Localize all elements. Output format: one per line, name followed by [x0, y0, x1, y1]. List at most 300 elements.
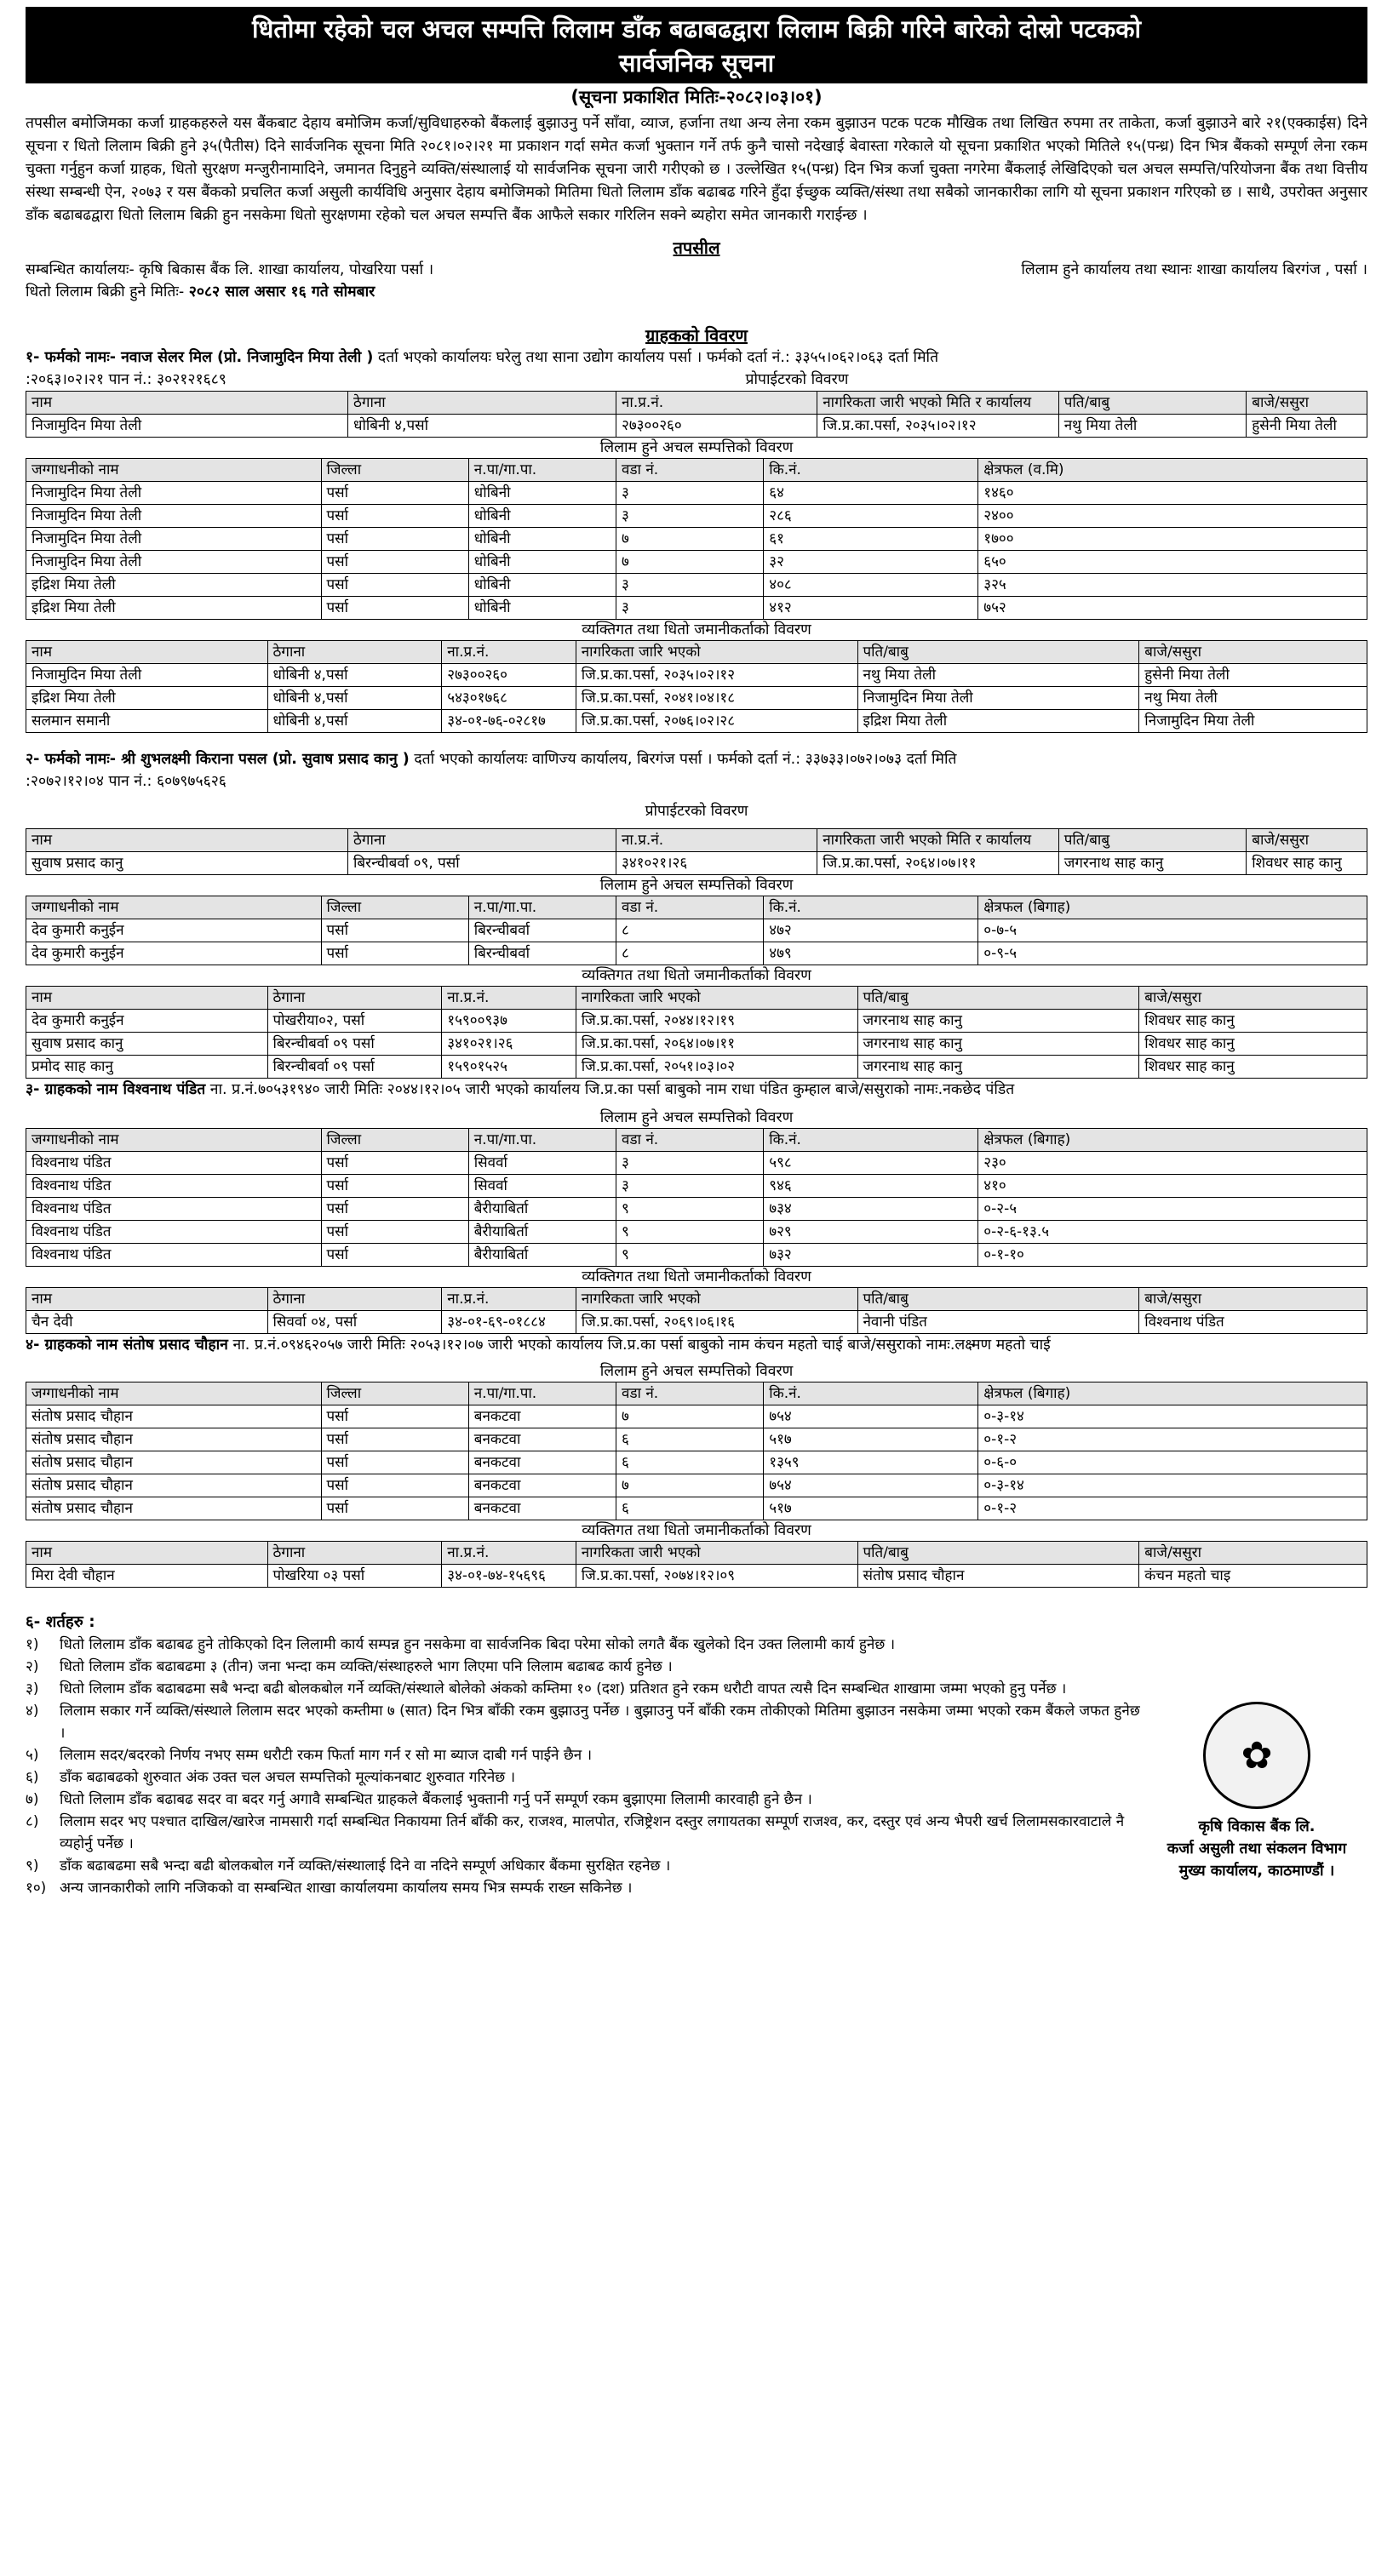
s1-guar-grid: [26, 640, 1367, 733]
s3-land-table: [26, 1128, 1367, 1267]
table-cell: हुसेनी मिया तेली: [1139, 664, 1367, 687]
s1-prop-grid: [26, 391, 1367, 438]
s3-guarantor-caption: व्यक्तिगत तथा धितो जमानीकर्ताको विवरण: [582, 1268, 811, 1285]
table-row: [26, 919, 1367, 942]
table-cell: नथु मिया तेली: [857, 664, 1139, 687]
section-2-reg-date: :२०७२।१२।०४ पान नं.: ६०७९७५६२६: [26, 773, 226, 790]
term-text: धितो लिलाम डाँक बढाबढ सदर वा बदर गर्नु अगावै सम्बन्धित ग्राहकले बैंकलाई भुक्तानी गर्नु पर्ने सम्पूर्ण रकम बुझाएमा लिलामी कारवाही हुने छैन ।: [60, 1791, 812, 1808]
term-item: [26, 1634, 1146, 1656]
column-header: कि.नं.: [764, 1129, 978, 1152]
term-text: डाँक बढाबढको शुरुवात अंक उक्त चल अचल सम्पत्तिको मूल्यांकनबाट शुरुवात गरिनेछ ।: [60, 1769, 516, 1786]
table-cell: पर्सा: [321, 1152, 468, 1175]
term-number: १): [26, 1636, 39, 1653]
table-cell: पर्सा: [321, 1428, 468, 1451]
table-cell: ४७९: [764, 942, 978, 965]
section-3-title: ३- ग्राहकको नाम विश्वनाथ पंडित: [26, 1081, 206, 1098]
table-cell: संतोष प्रसाद चौहान: [26, 1451, 322, 1474]
table-cell: धोबिनी: [468, 482, 616, 505]
table-cell: निजामुदिन मिया तेली: [26, 664, 268, 687]
table-cell: ४७२: [764, 919, 978, 942]
table-cell: जि.प्र.का.पर्सा, २०३५।०२।१२: [817, 415, 1059, 438]
table-cell: नथु मिया तेली: [1139, 687, 1367, 710]
table-cell: धोबिनी ४,पर्सा: [267, 664, 442, 687]
table-cell: ७३४: [764, 1198, 978, 1221]
table-cell: शिवधर साह कानु: [1139, 1056, 1367, 1079]
table-cell: ९४६: [764, 1175, 978, 1198]
table-row: [26, 1244, 1367, 1267]
table-cell: ९: [616, 1198, 764, 1221]
table-cell: पर्सा: [321, 551, 468, 574]
section-1-header: [26, 346, 1367, 369]
table-cell: १५९०१५२५: [442, 1056, 576, 1079]
table-cell: पर्सा: [321, 1221, 468, 1244]
column-header: वडा नं.: [616, 459, 764, 482]
column-header: पति/बाबु: [1058, 829, 1247, 852]
s3-land-grid: [26, 1128, 1367, 1267]
table-cell: १३५९: [764, 1451, 978, 1474]
table-cell: बैरीयाबिर्ता: [468, 1221, 616, 1244]
column-header: क्षेत्रफल (बिगाह): [978, 1129, 1367, 1152]
table-cell: मिरा देवी चौहान: [26, 1565, 268, 1588]
table-cell: विश्वनाथ पंडित: [1139, 1311, 1367, 1334]
column-header: नाम: [26, 1542, 268, 1565]
table-cell: ७५२: [978, 597, 1367, 620]
column-header: बाजे/ससुरा: [1139, 987, 1367, 1010]
column-header: नाम: [26, 1288, 268, 1311]
term-item: [26, 1700, 1146, 1744]
table-cell: संतोष प्रसाद चौहान: [26, 1405, 322, 1428]
table-header-row: [26, 641, 1367, 664]
table-row: [26, 1565, 1367, 1588]
table-cell: धोबिनी: [468, 505, 616, 528]
table-row: [26, 1451, 1367, 1474]
table-cell: जि.प्र.का.पर्सा, २०४४।१२।१९: [576, 1010, 857, 1033]
table-cell: पर्सा: [321, 1244, 468, 1267]
table-cell: संतोष प्रसाद चौहान: [26, 1474, 322, 1497]
table-cell: जि.प्र.का.पर्सा, २०४१।०४।१८: [576, 687, 857, 710]
table-cell: २७३००२६०: [616, 415, 817, 438]
table-cell: विश्वनाथ पंडित: [26, 1221, 322, 1244]
term-text: धितो लिलाम डाँक बढाबढमा ३ (तीन) जना भन्दा कम व्यक्ति/संस्थाहरुले भाग लिएमा पनि लिलाम बढाबढ कार्य हुनेछ ।: [60, 1658, 673, 1675]
s1-property-caption: लिलाम हुने अचल सम्पत्तिको विवरण: [599, 439, 794, 456]
table-cell: बैरीयाबिर्ता: [468, 1198, 616, 1221]
table-cell: ९: [616, 1244, 764, 1267]
section-2-header: [26, 748, 1367, 770]
s1-prop-table: [26, 391, 1367, 438]
table-row: [26, 505, 1367, 528]
table-cell: ६: [616, 1451, 764, 1474]
term-number: २): [26, 1658, 39, 1675]
table-header-row: [26, 1129, 1367, 1152]
column-header: ना.प्र.नं.: [616, 392, 817, 415]
table-cell: संतोष प्रसाद चौहान: [857, 1565, 1139, 1588]
table-cell: ०-३-१४: [978, 1405, 1367, 1428]
column-header: ठेगाना: [267, 1542, 442, 1565]
table-cell: ६५०: [978, 551, 1367, 574]
table-header-row: [26, 392, 1367, 415]
table-cell: सलमान समानी: [26, 710, 268, 733]
table-cell: निजामुदिन मिया तेली: [1139, 710, 1367, 733]
table-cell: बिरन्चीबर्वा ०९ पर्सा: [267, 1033, 442, 1056]
table-row: [26, 1405, 1367, 1428]
table-cell: पर्सा: [321, 1198, 468, 1221]
table-cell: सुवाष प्रसाद कानु: [26, 852, 348, 875]
table-cell: जि.प्र.का.पर्सा, २०७४।१२।०९: [576, 1565, 857, 1588]
column-header: पति/बाबु: [857, 1288, 1139, 1311]
table-cell: जि.प्र.का.पर्सा, २०५१।०३।०२: [576, 1056, 857, 1079]
column-header: जिल्ला: [321, 896, 468, 919]
column-header: नाम: [26, 392, 348, 415]
table-cell: पर्सा: [321, 528, 468, 551]
s2-proprietor-caption: प्रोपाईटरको विवरण: [645, 803, 748, 820]
s1-guar-table: [26, 640, 1367, 733]
table-row: [26, 1221, 1367, 1244]
column-header: जग्गाधनीको नाम: [26, 896, 322, 919]
table-cell: हुसेनी मिया तेली: [1247, 415, 1367, 438]
table-row: [26, 482, 1367, 505]
table-cell: बिरन्चीबर्वा: [468, 942, 616, 965]
table-cell: जगरनाथ साह कानु: [857, 1033, 1139, 1056]
table-cell: पर्सा: [321, 942, 468, 965]
auction-date-line: [26, 281, 1367, 303]
column-header: ना.प्र.नं.: [616, 829, 817, 852]
table-cell: ८: [616, 919, 764, 942]
term-number: ८): [26, 1813, 39, 1830]
term-text: डाँक बढाबढमा सबै भन्दा बढी बोलकबोल गर्ने व्यक्ति/संस्थालाई दिने वा नदिने सम्पूर्ण अधिकार बैंकमा सुरक्षित रहनेछ ।: [60, 1858, 671, 1875]
table-cell: संतोष प्रसाद चौहान: [26, 1428, 322, 1451]
table-row: [26, 1474, 1367, 1497]
column-header: न.पा/गा.पा.: [468, 896, 616, 919]
table-cell: ७: [616, 551, 764, 574]
signature-bank-name: कृषि विकास बैंक लि.: [1198, 1818, 1316, 1835]
s2-prop-table: [26, 828, 1367, 875]
column-header: बाजे/ससुरा: [1139, 1542, 1367, 1565]
column-header: ठेगाना: [267, 987, 442, 1010]
table-header-row: [26, 987, 1367, 1010]
table-cell: नेवानी पंडित: [857, 1311, 1139, 1334]
table-cell: शिवधर साह कानु: [1247, 852, 1367, 875]
column-header: ना.प्र.नं.: [442, 1288, 576, 1311]
table-cell: पर्सा: [321, 1451, 468, 1474]
term-item: [26, 1744, 1146, 1766]
term-item: [26, 1789, 1146, 1811]
s3-property-caption: लिलाम हुने अचल सम्पत्तिको विवरण: [599, 1109, 794, 1126]
table-cell: ६४: [764, 482, 978, 505]
column-header: पति/बाबु: [857, 987, 1139, 1010]
s2-land-grid: [26, 896, 1367, 965]
customer-details-heading: ग्राहकको विवरण: [645, 325, 748, 346]
section-1-details: दर्ता भएको कार्यालयः घरेलु तथा साना उद्योग कार्यालय पर्सा । फर्मको दर्ता नं.: ३३५५।०६२।०६३ दर्ता मिति: [373, 349, 939, 366]
table-cell: १४६०: [978, 482, 1367, 505]
section-1-title: १- फर्मको नामः- नवाज सेलर मिल (प्रो. निजामुदिन मिया तेली ): [26, 349, 374, 366]
terms-list: [26, 1611, 1146, 1899]
term-item: [26, 1678, 1146, 1700]
section-4-header: [26, 1334, 1367, 1356]
term-text: लिलाम सदर भए पश्चात दाखिल/खारेज नामसारी गर्दा सम्बन्धित निकायमा तिर्न बाँकी कर, राजश्व, मालपोत, रजिष्ट्रेशन दस्तुर लगायतका सम्पूर्ण राजश्व, कर, दस्तुर एवं अन्य भैपरी खर्च लिलामसकारवाटाले नै व्यहोर्नु पर्नेछ ।: [60, 1813, 1125, 1852]
table-cell: सुवाष प्रसाद कानु: [26, 1033, 268, 1056]
auction-date-value: २०८२ साल असार १६ गते सोमबार: [188, 283, 375, 301]
signature-block: [1146, 1608, 1367, 1899]
table-cell: २८६: [764, 505, 978, 528]
table-cell: जि.प्र.का.पर्सा, २०६९।०६।१६: [576, 1311, 857, 1334]
section-1-proprietor-caption: प्रोपाईटरको विवरण: [745, 371, 849, 388]
column-header: क्षेत्रफल (बिगाह): [978, 896, 1367, 919]
s2-property-caption: लिलाम हुने अचल सम्पत्तिको विवरण: [599, 877, 794, 894]
section-4-title: ४- ग्राहकको नाम संतोष प्रसाद चौहान: [26, 1337, 228, 1354]
column-header: नाम: [26, 987, 268, 1010]
table-cell: बनकटवा: [468, 1451, 616, 1474]
column-header: न.पा/गा.पा.: [468, 459, 616, 482]
term-text: धितो लिलाम डाँक बढाबढ हुने तोकिएको दिन लिलामी कार्य सम्पन्न हुन नसकेमा वा सार्वजनिक बिदा परेमा सोको लगतै बैंक खुलेको दिन उक्त लिलामी कार्य हुनेछ ।: [60, 1636, 896, 1653]
table-cell: ५१७: [764, 1428, 978, 1451]
column-header: ठेगाना: [348, 829, 616, 852]
column-header: पति/बाबु: [857, 641, 1139, 664]
column-header: न.पा/गा.पा.: [468, 1382, 616, 1405]
table-cell: ५९८: [764, 1152, 978, 1175]
table-cell: इद्रिश मिया तेली: [857, 710, 1139, 733]
column-header: नागरिकता जारी भएको: [576, 1542, 857, 1565]
table-cell: ४१२: [764, 597, 978, 620]
publication-date: (सूचना प्रकाशित मितिः-२०८२।०३।०१): [570, 87, 823, 107]
table-cell: २४००: [978, 505, 1367, 528]
notice-subtitle: सार्वजनिक सूचना: [618, 49, 775, 77]
table-cell: ०-७-५: [978, 919, 1367, 942]
tapsil-heading: तपसील: [673, 238, 720, 258]
column-header: ना.प्र.नं.: [442, 987, 576, 1010]
table-cell: पर्सा: [321, 1497, 468, 1520]
table-cell: बिरन्चीबर्वा: [468, 919, 616, 942]
column-header: क्षेत्रफल (बिगाह): [978, 1382, 1367, 1405]
column-header: जिल्ला: [321, 1382, 468, 1405]
column-header: नागरिकता जारि भएको: [576, 1288, 857, 1311]
table-cell: ७: [616, 528, 764, 551]
table-cell: ०-१-२: [978, 1497, 1367, 1520]
column-header: जग्गाधनीको नाम: [26, 1129, 322, 1152]
signature-office: मुख्य कार्यालय, काठमाण्डौं ।: [1178, 1863, 1335, 1880]
table-cell: ०-३-१४: [978, 1474, 1367, 1497]
s4-guar-grid: [26, 1541, 1367, 1588]
table-cell: ७५४: [764, 1474, 978, 1497]
column-header: नागरिकता जारि भएको: [576, 987, 857, 1010]
table-row: [26, 1152, 1367, 1175]
column-header: कि.नं.: [764, 1382, 978, 1405]
table-cell: ०-१-२: [978, 1428, 1367, 1451]
column-header: कि.नं.: [764, 896, 978, 919]
s2-guar-table: [26, 986, 1367, 1079]
column-header: बाजे/ससुरा: [1247, 392, 1367, 415]
table-cell: ३: [616, 505, 764, 528]
table-cell: निजामुदिन मिया तेली: [26, 528, 322, 551]
table-cell: पर्सा: [321, 505, 468, 528]
table-cell: चैन देवी: [26, 1311, 268, 1334]
table-cell: देव कुमारी कनुईन: [26, 942, 322, 965]
table-row: [26, 710, 1367, 733]
table-row: [26, 574, 1367, 597]
table-cell: २३०: [978, 1152, 1367, 1175]
table-row: [26, 1311, 1367, 1334]
office-row: [26, 259, 1367, 281]
table-cell: जगरनाथ साह कानु: [1058, 852, 1247, 875]
table-cell: ३२५: [978, 574, 1367, 597]
table-row: [26, 1497, 1367, 1520]
term-number: ४): [26, 1703, 39, 1720]
term-number: ७): [26, 1791, 39, 1808]
table-cell: जि.प्र.का.पर्सा, २०३५।०२।१२: [576, 664, 857, 687]
table-header-row: [26, 1288, 1367, 1311]
signature-department: कर्जा असुली तथा संकलन विभाग: [1167, 1840, 1347, 1858]
table-cell: पर्सा: [321, 482, 468, 505]
terms-and-signature: [26, 1608, 1367, 1899]
table-row: [26, 852, 1367, 875]
section-1-reg-date: :२०६३।०२।२१ पान नं.: ३०२१२१६८९: [26, 371, 226, 388]
s3-guar-grid: [26, 1287, 1367, 1334]
table-cell: ३४-०१-७४-१५६९६: [442, 1565, 576, 1588]
s1-land-grid: [26, 458, 1367, 620]
table-cell: इद्रिश मिया तेली: [26, 687, 268, 710]
term-number: ५): [26, 1747, 39, 1764]
table-cell: पर्सा: [321, 1474, 468, 1497]
table-cell: निजामुदिन मिया तेली: [26, 551, 322, 574]
term-text: अन्य जानकारीको लागि नजिकको वा सम्बन्धित शाखा कार्यालयमा कार्यालय समय भित्र सम्पर्क राख्न सकिनेछ ।: [60, 1880, 633, 1897]
table-row: [26, 942, 1367, 965]
section-3-header: [26, 1079, 1367, 1101]
column-header: पति/बाबु: [857, 1542, 1139, 1565]
table-cell: १७००: [978, 528, 1367, 551]
table-cell: बनकटवा: [468, 1405, 616, 1428]
column-header: ठेगाना: [348, 392, 616, 415]
table-cell: ३४-०१-६९-०१८८४: [442, 1311, 576, 1334]
table-cell: ७२९: [764, 1221, 978, 1244]
s2-prop-grid: [26, 828, 1367, 875]
section-4-details: ना. प्र.नं.०९४६२०५७ जारी मितिः २०५३।१२।०७ जारी भएको कार्यालय जि.प्र.का पर्सा बाबुको नाम कंचन महतो चाई बाजे/ससुराको नामः.लक्ष्मण महतो चाई: [227, 1337, 1051, 1354]
table-cell: ७: [616, 1474, 764, 1497]
table-cell: ३४१०२१।२६: [442, 1033, 576, 1056]
column-header: पति/बाबु: [1058, 392, 1247, 415]
s3-guar-table: [26, 1287, 1367, 1334]
s1-guarantor-caption: व्यक्तिगत तथा धितो जमानीकर्ताको विवरण: [582, 621, 811, 638]
table-cell: २७३००२६०: [442, 664, 576, 687]
table-cell: ५४३०१७६८: [442, 687, 576, 710]
table-cell: ७: [616, 1405, 764, 1428]
table-cell: बनकटवा: [468, 1474, 616, 1497]
table-cell: विश्वनाथ पंडित: [26, 1152, 322, 1175]
term-number: ९): [26, 1858, 39, 1875]
s4-land-table: [26, 1382, 1367, 1520]
s4-guarantor-caption: व्यक्तिगत तथा धितो जमानीकर्ताको विवरण: [582, 1522, 811, 1539]
table-cell: धोबिनी ४,पर्सा: [267, 710, 442, 733]
table-row: [26, 1198, 1367, 1221]
table-cell: पोखरिया ०३ पर्सा: [267, 1565, 442, 1588]
table-cell: देव कुमारी कनुईन: [26, 1010, 268, 1033]
term-number: ३): [26, 1680, 39, 1697]
table-cell: शिवधर साह कानु: [1139, 1033, 1367, 1056]
table-cell: पर्सा: [321, 1405, 468, 1428]
table-cell: ०-६-०: [978, 1451, 1367, 1474]
column-header: नागरिकता जारी भएको मिति र कार्यालय: [817, 392, 1059, 415]
table-row: [26, 415, 1367, 438]
table-cell: ६: [616, 1497, 764, 1520]
table-cell: निजामुदिन मिया तेली: [26, 415, 348, 438]
column-header: नागरिकता जारी भएको मिति र कार्यालय: [817, 829, 1059, 852]
table-cell: धोबिनी ४,पर्सा: [267, 687, 442, 710]
table-row: [26, 1056, 1367, 1079]
table-row: [26, 1175, 1367, 1198]
term-item: [26, 1811, 1146, 1855]
table-cell: पोखरीया०२, पर्सा: [267, 1010, 442, 1033]
table-cell: ३: [616, 574, 764, 597]
section-2-title: २- फर्मको नामः- श्री शुभलक्ष्मी किराना पसल (प्रो. सुवाष प्रसाद कानु ): [26, 751, 410, 768]
table-cell: नथु मिया तेली: [1058, 415, 1247, 438]
table-cell: निजामुदिन मिया तेली: [857, 687, 1139, 710]
term-number: ६): [26, 1769, 39, 1786]
table-row: [26, 551, 1367, 574]
section-2-details: दर्ता भएको कार्यालयः वाणिज्य कार्यालय, बिरगंज पर्सा । फर्मको दर्ता नं.: ३३७३३।०७२।०७३ दर्ता मिति: [409, 751, 957, 768]
table-cell: जि.प्र.का.पर्सा, २०७६।०२।२८: [576, 710, 857, 733]
table-cell: ०-२-६-१३.५: [978, 1221, 1367, 1244]
table-cell: सिवर्वा: [468, 1175, 616, 1198]
s2-guar-grid: [26, 986, 1367, 1079]
table-cell: जि.प्र.का.पर्सा, २०६४।०७।११: [576, 1033, 857, 1056]
term-item: [26, 1855, 1146, 1877]
table-cell: बैरीयाबिर्ता: [468, 1244, 616, 1267]
table-cell: ०-२-५: [978, 1198, 1367, 1221]
column-header: जिल्ला: [321, 1129, 468, 1152]
table-cell: बिरन्चीबर्वा ०९ पर्सा: [267, 1056, 442, 1079]
column-header: ना.प्र.नं.: [442, 641, 576, 664]
column-header: न.पा/गा.पा.: [468, 1129, 616, 1152]
table-cell: ७५४: [764, 1405, 978, 1428]
table-header-row: [26, 1382, 1367, 1405]
table-row: [26, 1010, 1367, 1033]
column-header: वडा नं.: [616, 1382, 764, 1405]
auction-date-label: धितो लिलाम बिक्री हुने मितिः-: [26, 283, 185, 301]
term-number: १०): [26, 1880, 47, 1897]
column-header: ठेगाना: [267, 641, 442, 664]
table-cell: ०-९-५: [978, 942, 1367, 965]
column-header: बाजे/ससुरा: [1139, 1288, 1367, 1311]
table-cell: बनकटवा: [468, 1428, 616, 1451]
table-cell: इद्रिश मिया तेली: [26, 597, 322, 620]
term-text: धितो लिलाम डाँक बढाबढमा सबै भन्दा बढी बोलकबोल गर्ने व्यक्ति/संस्थाले बोलेको अंकको कम्तिमा १० (दश) प्रतिशत हुने रकम धरौटी वापत त्यसै दिन सम्बन्धित शाखामा जम्मा भएको हुनु पर्नेछ ।: [60, 1680, 1067, 1697]
column-header: वडा नं.: [616, 896, 764, 919]
table-cell: धोबिनी ४,पर्सा: [348, 415, 616, 438]
table-cell: संतोष प्रसाद चौहान: [26, 1497, 322, 1520]
s2-land-table: [26, 896, 1367, 965]
s4-property-caption: लिलाम हुने अचल सम्पत्तिको विवरण: [599, 1363, 794, 1380]
terms-title: ६- शर्तहरु :: [26, 1613, 95, 1631]
table-cell: कंचन महतो चाइ: [1139, 1565, 1367, 1588]
table-row: [26, 687, 1367, 710]
term-item: [26, 1766, 1146, 1789]
table-cell: धोबिनी: [468, 528, 616, 551]
table-header-row: [26, 459, 1367, 482]
table-header-row: [26, 1542, 1367, 1565]
table-cell: ३४-०१-७६-०२८१७: [442, 710, 576, 733]
table-cell: जगरनाथ साह कानु: [857, 1010, 1139, 1033]
table-cell: ६१: [764, 528, 978, 551]
table-cell: देव कुमारी कनुईन: [26, 919, 322, 942]
s1-land-table: [26, 458, 1367, 620]
column-header: कि.नं.: [764, 459, 978, 482]
table-cell: ३२: [764, 551, 978, 574]
column-header: बाजे/ससुरा: [1247, 829, 1367, 852]
table-cell: ५१७: [764, 1497, 978, 1520]
table-cell: पर्सा: [321, 919, 468, 942]
table-cell: ९: [616, 1221, 764, 1244]
table-cell: पर्सा: [321, 597, 468, 620]
table-cell: ३४१०२१।२६: [616, 852, 817, 875]
column-header: नाम: [26, 641, 268, 664]
